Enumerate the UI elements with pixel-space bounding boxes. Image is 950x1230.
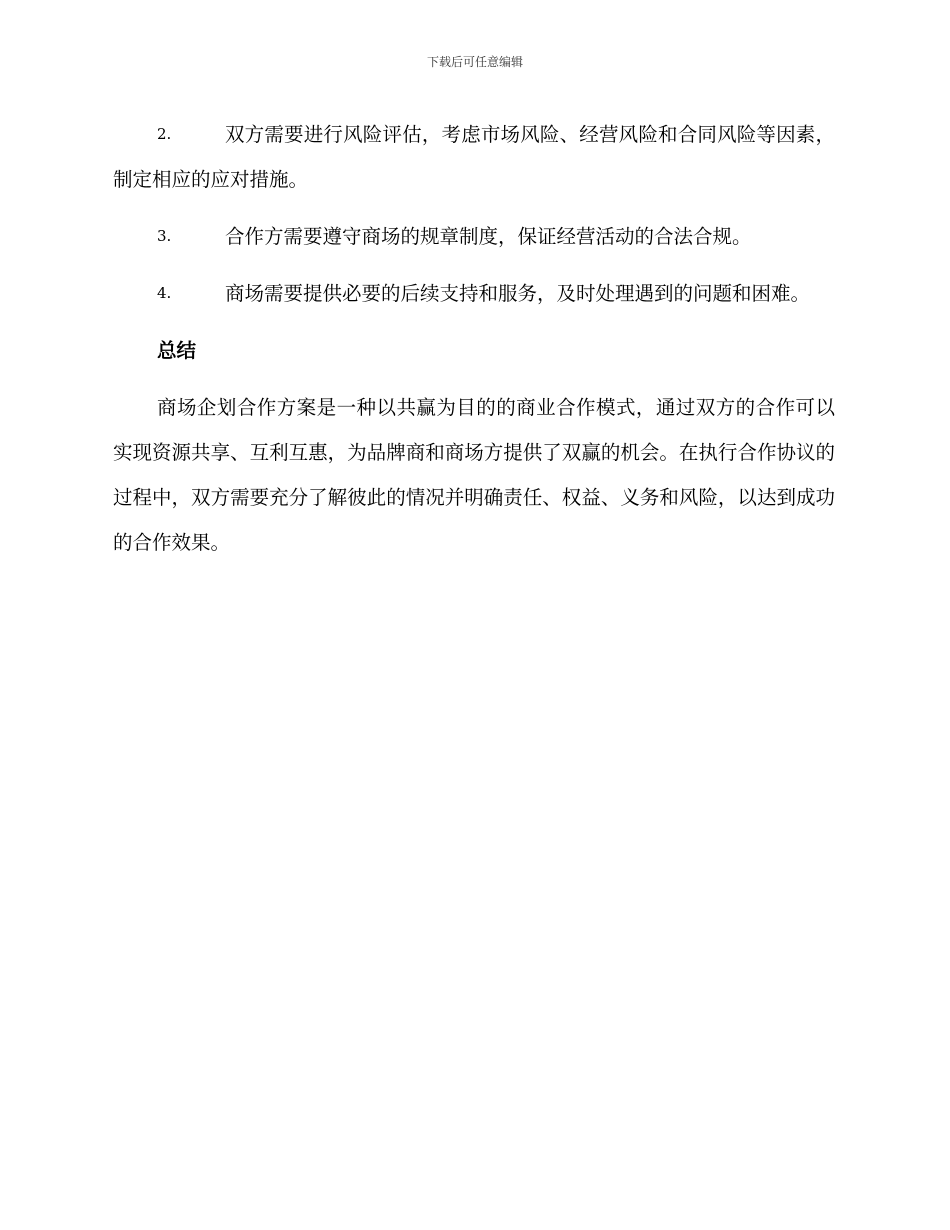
- summary-paragraph: 商场企划合作方案是一种以共赢为目的的商业合作模式，通过双方的合作可以实现资源共享、互利互惠，为品牌商和商场方提供了双赢的机会。在执行合作协议的过程中，双方需要充分了解彼此的情况并明确责任、权益、义务和风险，以达到成功的合作效果。: [113, 396, 835, 554]
- header-note: 下载后可任意编辑: [426, 55, 523, 69]
- list-item: [113, 271, 835, 316]
- list-item-number: 2.: [157, 125, 172, 143]
- list-item: [113, 112, 835, 202]
- list-item: [113, 214, 835, 259]
- list-item-text: 商场需要提供必要的后续支持和服务，及时处理遇到的问题和困难。: [225, 282, 811, 305]
- list-item-text: 合作方需要遵守商场的规章制度，保证经营活动的合法合规。: [225, 225, 752, 248]
- list-item-number: 4.: [157, 284, 172, 302]
- document-content: [113, 112, 835, 565]
- list-item-number: 3.: [157, 227, 172, 245]
- list-item-text: 双方需要进行风险评估，考虑市场风险、经营风险和合同风险等因素，制定相应的应对措施。: [113, 123, 835, 191]
- summary-title: 总结: [157, 339, 197, 362]
